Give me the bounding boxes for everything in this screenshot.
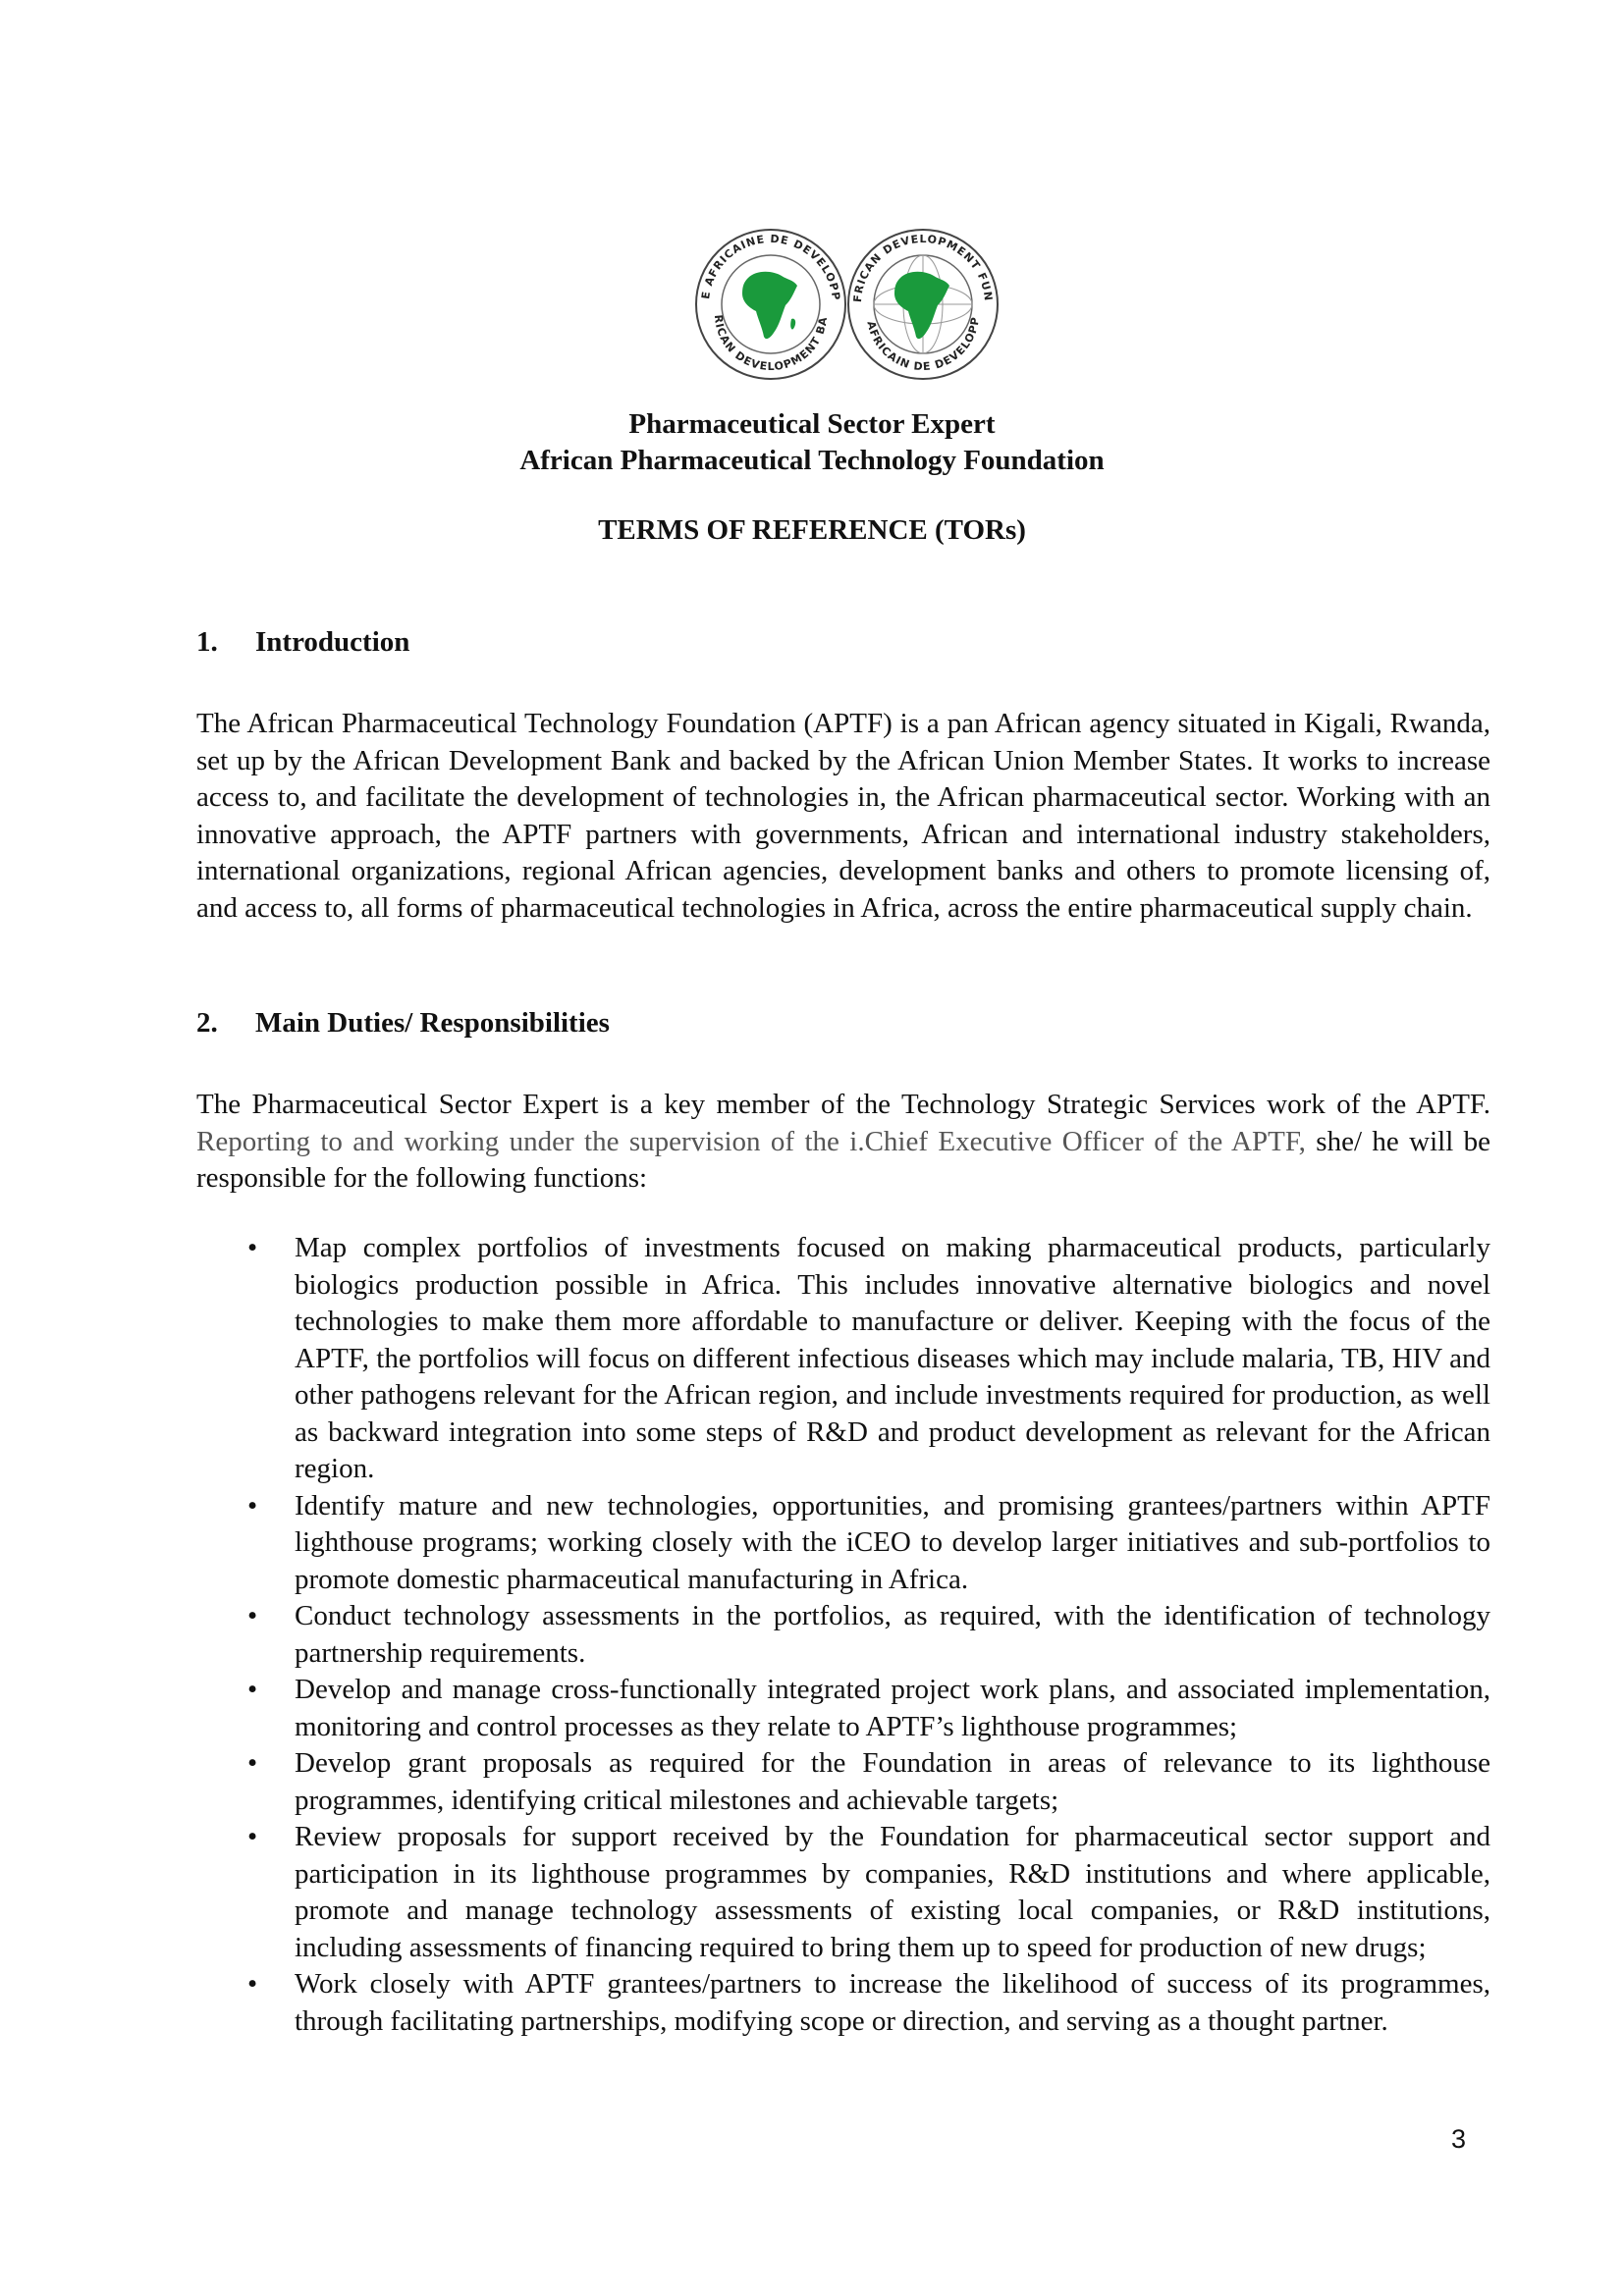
list-item-text: Conduct technology assessments in the portfolios, as required, with the identification of technology partnership requirements. [295, 1600, 1490, 1669]
list-item-text: Identify mature and new technologies, opportunities, and promising grantees/partners within APTF lighthouse programs; working closely with the iCEO to develop larger initiatives and sub-portfolios to promote domestic pharmaceutical manufacturing in Africa. [295, 1489, 1490, 1595]
responsibilities-list [196, 1230, 1490, 2040]
svg-text:BANQUE AFRICAINE DE DEVELOPPEM: E AFRICAINE DE DEVELOPP [699, 232, 843, 302]
list-item [196, 1819, 1490, 1966]
duties-intro-part-2: Reporting to and working under the supervision of the i.Chief Executive Officer of the APTF, [196, 1125, 1306, 1157]
section-2-number: 2. [196, 1007, 218, 1039]
list-item-text: Map complex portfolios of investments focused on making pharmaceutical products, particularly biologics production possible in Africa. This includes innovative alternative biologics and novel technologies to make them more affordable to manufacture or deliver. Keeping with the focus of the APTF, the portfolios will focus on different infectious diseases which may include malaria, TB, HIV and other pathogens relevant for the African region, and include investments required for production, as well as backward integration into some steps of R&D and product development as relevant for the African region. [295, 1232, 1490, 1484]
introduction-paragraph: The African Pharmaceutical Technology Foundation (APTF) is a pan African agency situated in Kigali, Rwanda, set up by the African Development Bank and backed by the African Union Member States. It works to increase access to, and facilitate the development of technologies in, the African pharmaceutical sector. Working with an innovative approach, the APTF partners with governments, African and international industry stakeholders, international organizations, regional African agencies, development banks and others to promote licensing of, and access to, all forms of pharmaceutical technologies in Africa, across the entire pharmaceutical supply chain. [196, 708, 1490, 924]
afdb-bank-seal [687, 221, 845, 379]
list-item-text: Work closely with APTF grantees/partners to increase the likelihood of success of its programmes, through facilitating partnerships, modifying scope or direction, and serving as a thought partner. [295, 1968, 1490, 2037]
bullet-icon: • [247, 1968, 258, 2000]
duties-intro-part-3: she/ he will be responsible for the following functions: [196, 1125, 1491, 1194]
title-line-2: African Pharmaceutical Technology Foundation [519, 445, 1105, 476]
list-item-text: Develop grant proposals as required for the Foundation in areas of relevance to its lighthouse programmes, identifying critical milestones and achievable targets; [295, 1747, 1490, 1816]
section-1-title: Introduction [255, 626, 410, 658]
duties-intro-part-1: The Pharmaceutical Sector Expert is a key member of the Technology Strategic Services work of the APTF. [196, 1089, 1490, 1120]
bullet-icon: • [247, 1489, 258, 1522]
document-title [0, 406, 1624, 479]
afdb-seals-image [687, 221, 1001, 388]
bullet-icon: • [247, 1674, 258, 1705]
afdb-logos [687, 221, 1001, 388]
svg-text:FONDS AFRICAIN DE DEVELOPPEMEN: AFRICAIN DE DEVELOPP [864, 315, 983, 374]
duties-intro-paragraph [196, 1087, 1490, 1198]
page-number: 3 [1451, 2124, 1467, 2154]
title-line-1: Pharmaceutical Sector Expert [628, 408, 996, 440]
bullet-icon: • [247, 1600, 258, 1631]
terms-of-reference-heading: TERMS OF REFERENCE (TORs) [598, 514, 1026, 546]
list-item [196, 1488, 1490, 1599]
bullet-icon: • [247, 1747, 258, 1779]
list-item [196, 1672, 1490, 1745]
list-item [196, 1966, 1490, 2040]
list-item [196, 1230, 1490, 1488]
section-2-title: Main Duties/ Responsibilities [255, 1007, 610, 1039]
bullet-icon: • [247, 1821, 258, 1852]
list-item-text: Develop and manage cross-functionally integrated project work plans, and associated implementation, monitoring and control processes as they relate to APTF’s lighthouse programmes; [295, 1674, 1490, 1742]
bullet-icon: • [247, 1232, 258, 1263]
svg-text:AFRICAN DEVELOPMENT FUND: FRICAN DEVELOPMENT FUN [850, 232, 996, 303]
list-item-text: Review proposals for support received by the Foundation for pharmaceutical sector support and participation in its lighthouse programmes by companies, R&D institutions and where applicable, promote and manage technology assessments of existing local companies, or R&D institutions, including assessments of financing required to bring them up to speed for production of new drugs; [295, 1821, 1490, 1963]
list-item [196, 1598, 1490, 1672]
section-1-heading [196, 624, 409, 661]
section-2-heading [196, 1005, 610, 1041]
section-1-number: 1. [196, 626, 218, 658]
svg-text:AFRICAN DEVELOPMENT BANK: RICAN DEVELOPMENT BA [711, 314, 831, 374]
list-item [196, 1745, 1490, 1819]
